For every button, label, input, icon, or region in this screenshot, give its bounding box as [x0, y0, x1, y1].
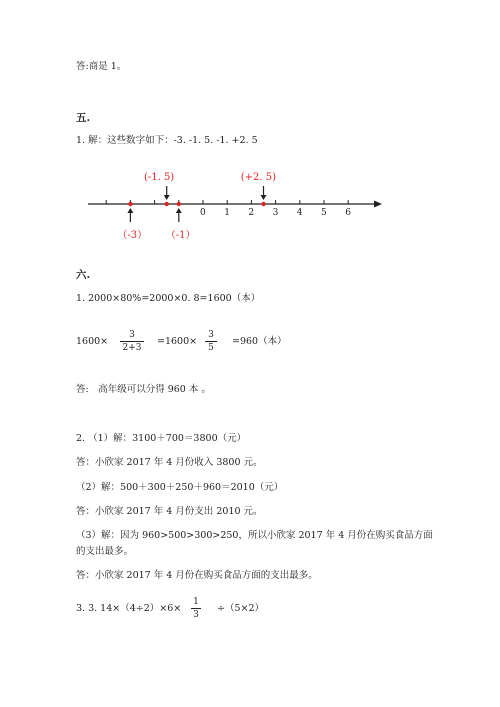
answer-income: 答：小欣家 2017 年 4 月份收入 3800 元。 — [76, 457, 263, 468]
fraction-denominator: 5 — [205, 341, 217, 353]
tick-label: 5 — [321, 208, 327, 218]
answer-food-most: 答：小欣家 2017 年 4 月份在购买食品方面的支出最多。 — [76, 570, 318, 581]
tick-label: 4 — [296, 208, 303, 218]
pointer-arrowhead — [261, 195, 267, 200]
question-1-line: 1. 2000×80%=2000×0. 8=1600（本） — [76, 293, 261, 304]
tick-label: 3 — [272, 208, 279, 218]
point-marker — [261, 202, 265, 206]
tick-label: 1 — [224, 208, 230, 218]
tick-label: 6 — [345, 208, 351, 218]
question-3-prefix: 3. 3. 14×（4÷2）×6× — [76, 603, 182, 614]
fraction-3-over-5 — [205, 330, 217, 353]
fraction-1-over-3 — [191, 597, 201, 620]
fraction-numerator: 1 — [193, 597, 199, 607]
point-marker — [165, 202, 169, 206]
tick-label: 2 — [248, 208, 255, 218]
fraction-3-over-2plus3 — [120, 330, 144, 353]
answer-960-books: 答: 高年级可以分得 960 本 。 — [76, 384, 211, 395]
pointer-arrowhead — [164, 195, 170, 200]
answer-expense: 答：小欣家 2017 年 4 月份支出 2010 元。 — [76, 506, 263, 517]
fraction-denominator: 2+3 — [120, 341, 144, 353]
question-3-suffix: ÷（5×2） — [217, 603, 265, 614]
question-2-part-3-line-2: 的支出最多。 — [76, 546, 134, 557]
point-label: (-1. 5) — [143, 172, 175, 183]
fraction-numerator: 3 — [208, 330, 214, 340]
point-label: （-1） — [165, 230, 196, 241]
calc-result: =960（本） — [232, 336, 287, 347]
question-2-part-3-line-1: （3）解：因为 960>500>300>250，所以小欣家 2017 年 4 月份在购买食品方面 — [76, 530, 433, 541]
section-heading-6: 六. — [76, 269, 91, 281]
point-label: (+2. 5) — [240, 172, 277, 183]
question-1-text: 1. 解：这些数字如下：-3. -1. 5. -1. +2. 5 — [76, 135, 258, 146]
point-marker — [177, 202, 181, 206]
fraction-denominator: 3 — [191, 608, 201, 620]
question-2-part-1: 2. （1）解：3100＋700＝3800（元） — [76, 433, 247, 444]
point-marker — [128, 202, 132, 206]
pointer-arrowhead — [127, 208, 133, 213]
calc-prefix: 1600× — [76, 336, 109, 347]
fraction-numerator: 3 — [129, 330, 135, 340]
tick-label: 0 — [200, 208, 206, 218]
question-2-part-2: （2）解：500＋300＋250＋960＝2010（元） — [76, 482, 284, 493]
point-label: （-3） — [117, 230, 148, 241]
section-heading-5: 五. — [76, 112, 91, 124]
pointer-arrowhead — [176, 208, 182, 213]
number-line-arrowhead — [374, 201, 382, 208]
answer-quotient: 答:商是 1。 — [76, 61, 127, 72]
calc-middle: =1600× — [157, 336, 198, 347]
